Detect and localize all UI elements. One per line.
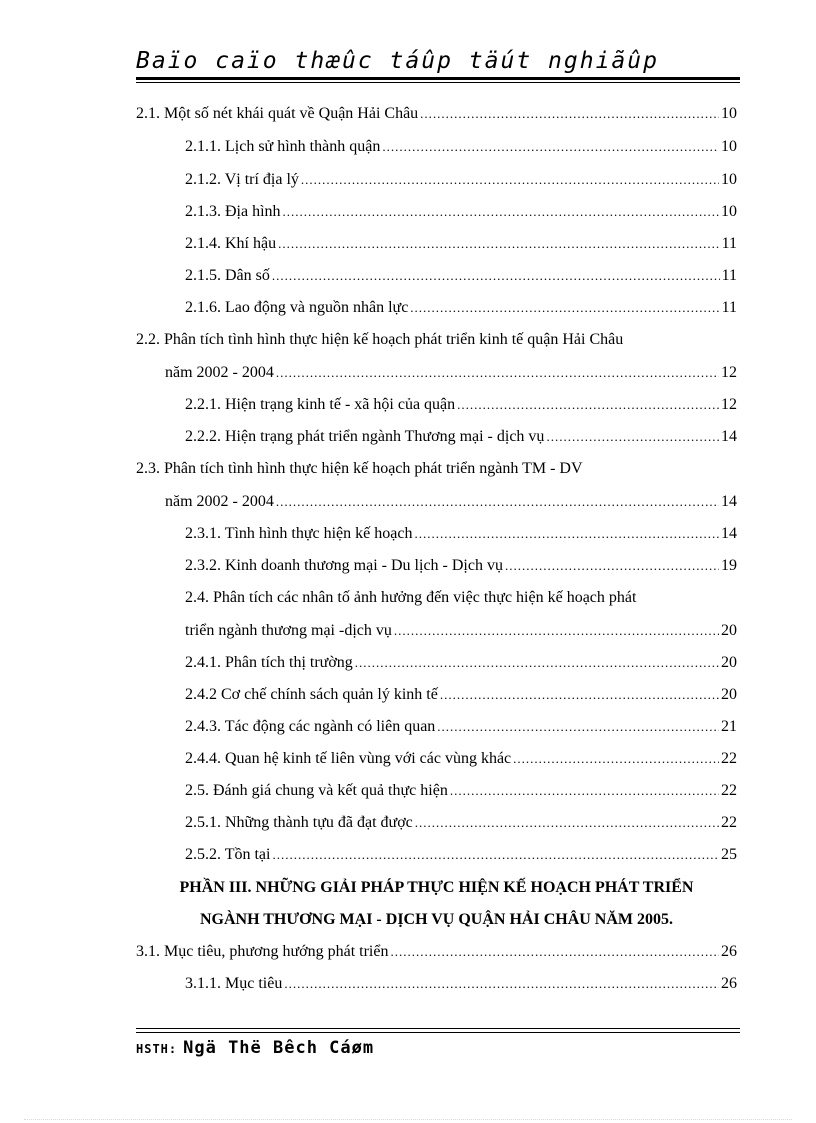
footer-label: HSTH: <box>136 1042 178 1056</box>
page-footer <box>136 1038 374 1058</box>
toc-page-number: 26 <box>721 975 737 992</box>
toc-entry-label: 2.3. Phân tích tình hình thực hiện kế hoạch phát triển ngành TM - DV <box>136 460 583 477</box>
toc-entry-2-5-2 <box>185 843 737 867</box>
dot-leader <box>513 747 719 771</box>
toc-page-number: 21 <box>721 718 737 735</box>
toc-entry-3-1-1 <box>185 972 737 996</box>
toc-entry-label: 2.1.2. Vị trí địa lý <box>185 171 299 188</box>
toc-entry-2-1-2 <box>185 168 737 192</box>
toc-page-number: 14 <box>721 493 737 510</box>
toc-page-number: 20 <box>721 654 737 671</box>
toc-entry-2-2-line1 <box>136 328 737 352</box>
toc-entry-label: 2.4.2 Cơ chế chính sách quản lý kinh tế <box>185 686 438 703</box>
toc-entry-2-1-1 <box>185 135 737 159</box>
dot-leader <box>272 264 720 288</box>
toc-entry-2-3-line2 <box>165 490 737 514</box>
dot-leader <box>355 651 719 675</box>
toc-page-number: 10 <box>721 203 737 220</box>
dot-leader <box>284 972 719 996</box>
toc-entry-2-1-5 <box>185 264 737 288</box>
toc-page-number: 14 <box>721 525 737 542</box>
toc-entry-label: NGÀNH THƯƠNG MẠI - DỊCH VỤ QUẬN HẢI CHÂU NĂM 2005. <box>199 911 674 928</box>
toc-page-number: 11 <box>721 299 737 316</box>
toc-entry-2-2-line2 <box>165 361 737 385</box>
page-header-title: Baïo caïo thæûc táûp täút nghiãûp <box>136 48 659 74</box>
toc-page-number: 25 <box>721 846 737 863</box>
toc-entry-2-2-1 <box>185 393 737 417</box>
dot-leader <box>276 490 719 514</box>
dot-leader <box>457 393 719 417</box>
dot-leader <box>450 779 719 803</box>
dot-leader <box>414 522 719 546</box>
dot-leader <box>546 425 719 449</box>
toc-page-number: 10 <box>721 171 737 188</box>
toc-page-number: 10 <box>721 105 737 122</box>
toc-entry-label: 2.5.2. Tồn tại <box>185 846 271 863</box>
toc-entry-label: năm 2002 - 2004 <box>165 364 274 381</box>
toc-entry-label: triển ngành thương mại -dịch vụ <box>185 622 392 639</box>
toc-entry-label: 2.1. Một số nét khái quát về Quận Hải Châu <box>136 105 419 122</box>
toc-entry-2-3-1 <box>185 522 737 546</box>
toc-entry-label: 2.1.6. Lao động và nguồn nhân lực <box>185 299 409 316</box>
toc-entry-label: 2.1.1. Lịch sử hình thành quận <box>185 138 381 155</box>
dot-leader <box>382 135 719 159</box>
toc-entry-2-1 <box>136 102 737 126</box>
toc-page-number: 22 <box>721 750 737 767</box>
toc-entry-label: 2.2. Phân tích tình hình thực hiện kế hoạch phát triển kinh tế quận Hải Châu <box>136 331 624 348</box>
toc-entry-label: 2.4. Phân tích các nhân tố ảnh hưởng đến việc thực hiện kế hoạch phát <box>185 589 637 606</box>
footer-rule-top <box>136 1028 740 1029</box>
toc-entry-2-4-line1 <box>185 586 737 610</box>
dot-leader <box>276 361 719 385</box>
toc-entry-label: 2.1.5. Dân số <box>185 267 270 284</box>
toc-page-number: 10 <box>721 138 737 155</box>
dot-leader <box>437 715 719 739</box>
dot-leader <box>390 940 719 964</box>
dot-leader <box>272 843 719 867</box>
dot-leader <box>283 200 719 224</box>
toc-entry-label: 2.4.1. Phân tích thị trường <box>185 654 353 671</box>
toc-entry-2-1-3 <box>185 200 737 224</box>
toc-page-number: 20 <box>721 686 737 703</box>
toc-part-3-heading-line1 <box>136 876 737 900</box>
dot-leader <box>301 168 719 192</box>
dot-leader <box>278 232 719 256</box>
toc-page-number: 26 <box>721 943 737 960</box>
toc-entry-label: 2.3.2. Kinh doanh thương mại - Du lịch - Dịch vụ <box>185 557 503 574</box>
toc-entry-label: 2.4.4. Quan hệ kinh tế liên vùng với các vùng khác <box>185 750 512 767</box>
toc-entry-2-5-1 <box>185 811 737 835</box>
dot-leader <box>415 811 719 835</box>
toc-entry-2-3-line1 <box>136 457 737 481</box>
toc-entry-label: 2.1.4. Khí hậu <box>185 235 277 252</box>
toc-entry-label: 2.5. Đánh giá chung và kết quả thực hiện <box>185 782 448 799</box>
toc-entry-label: 2.2.2. Hiện trạng phát triển ngành Thương mại - dịch vụ <box>185 428 545 445</box>
toc-entry-label: 2.2.1. Hiện trạng kinh tế - xã hội của quận <box>185 396 456 413</box>
toc-entry-label: 3.1. Mục tiêu, phương hướng phát triển <box>136 943 389 960</box>
toc-entry-2-4-4 <box>185 747 737 771</box>
toc-entry-2-1-6 <box>185 296 737 320</box>
toc-entry-2-4-1 <box>185 651 737 675</box>
toc-page-number: 22 <box>721 814 737 831</box>
toc-entry-2-4-3 <box>185 715 737 739</box>
toc-entry-2-2-2 <box>185 425 737 449</box>
dot-leader <box>440 683 719 707</box>
dot-leader <box>505 554 719 578</box>
dot-leader <box>410 296 719 320</box>
toc-entry-label: 2.3.1. Tình hình thực hiện kế hoạch <box>185 525 413 542</box>
dot-leader <box>394 619 719 643</box>
toc-entry-label: 3.1.1. Mục tiêu <box>185 975 283 992</box>
dot-leader <box>420 102 719 126</box>
toc-entry-3-1 <box>136 940 737 964</box>
toc-entry-2-3-2 <box>185 554 737 578</box>
toc-page-number: 22 <box>721 782 737 799</box>
toc-entry-label: 2.5.1. Những thành tựu đã đạt được <box>185 814 413 831</box>
toc-page-number: 19 <box>721 557 737 574</box>
toc-entry-label: năm 2002 - 2004 <box>165 493 274 510</box>
toc-page-number: 11 <box>721 267 737 284</box>
toc-entry-label: 2.1.3. Địa hình <box>185 203 281 220</box>
footer-rule-bottom <box>136 1032 740 1033</box>
toc-entry-label: PHẦN III. NHỮNG GIẢI PHÁP THỰC HIỆN KẾ HOẠCH PHÁT TRIỂN <box>179 879 694 896</box>
toc-page-number: 14 <box>721 428 737 445</box>
toc-page-number: 12 <box>721 396 737 413</box>
toc-entry-2-5 <box>185 779 737 803</box>
footer-author-name: Ngä Thë Bêch Cáøm <box>183 1038 375 1058</box>
toc-page-number: 11 <box>721 235 737 252</box>
page-bottom-edge <box>24 1119 792 1120</box>
toc-entry-2-4-2 <box>185 683 737 707</box>
toc-part-3-heading-line2 <box>136 908 737 932</box>
toc-entry-label: 2.4.3. Tác động các ngành có liên quan <box>185 718 436 735</box>
toc-entry-2-4-line2 <box>185 619 737 643</box>
toc-entry-2-1-4 <box>185 232 737 256</box>
toc-page-number: 20 <box>721 622 737 639</box>
toc-page-number: 12 <box>721 364 737 381</box>
